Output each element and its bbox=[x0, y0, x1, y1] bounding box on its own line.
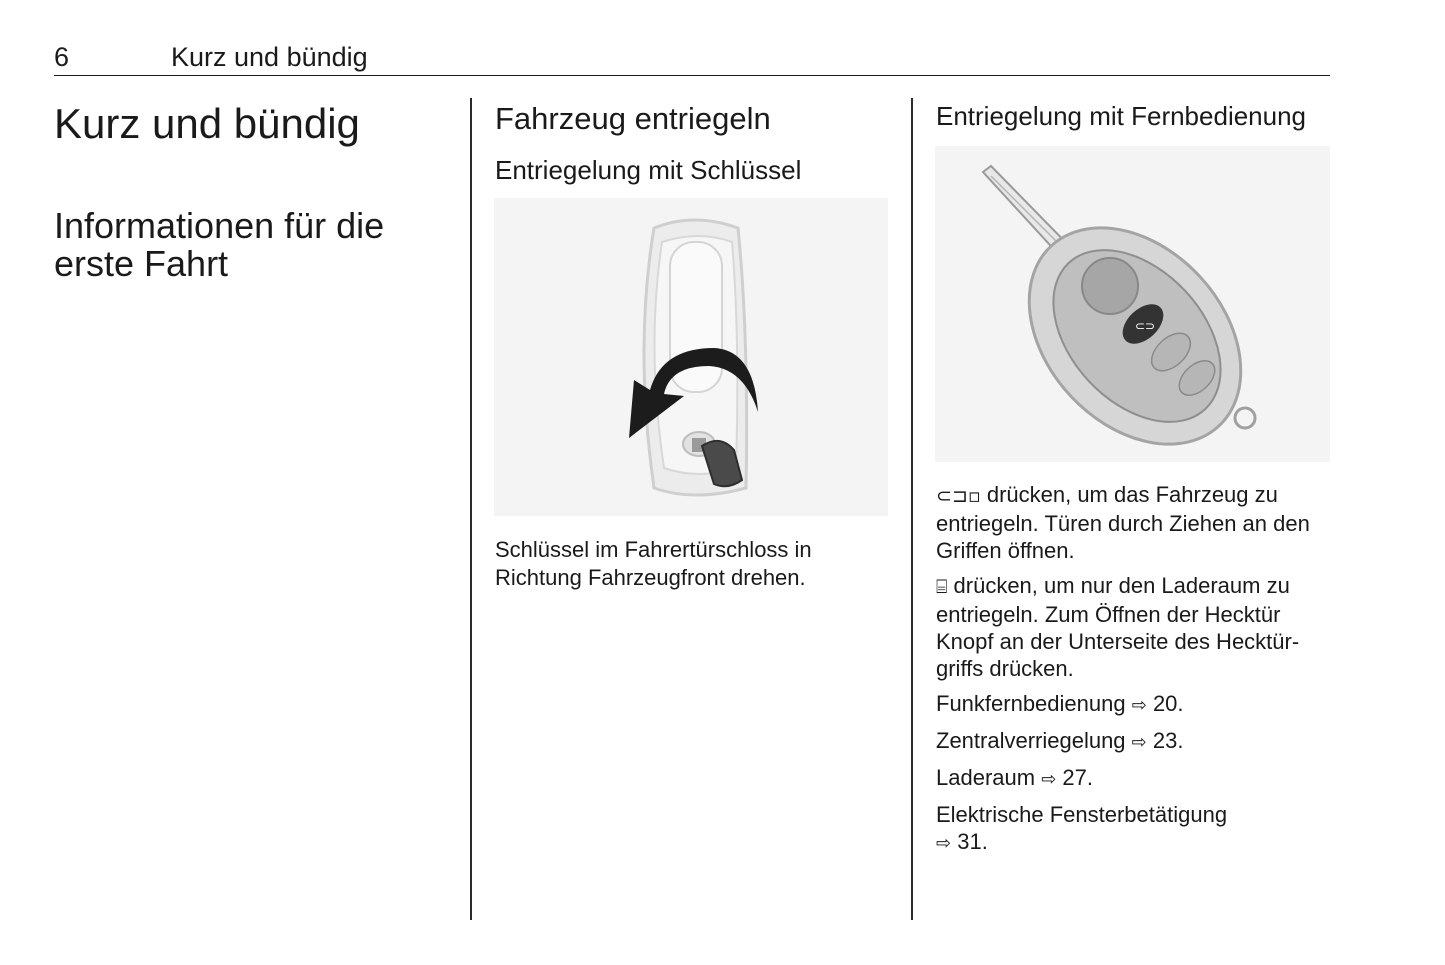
unlock-button-icon: ⊂⊐▫ bbox=[936, 485, 981, 507]
unlock-cargo-text: drücken, um nur den Laderaum zu entriegeln. Zum Öffnen der Hecktür Knopf an der Unterseite des Hecktürgriffs drücken. bbox=[936, 573, 1300, 681]
chapter-title: Kurz und bündig bbox=[54, 100, 360, 147]
unlock-cargo-paragraph bbox=[936, 572, 1336, 682]
xref-label: Funkfernbedienung bbox=[936, 691, 1126, 716]
remote-key-illustration bbox=[935, 146, 1330, 462]
xref-label: Zentralverriegelung bbox=[936, 728, 1126, 753]
svg-text:⊂⊃: ⊂⊃ bbox=[1135, 319, 1156, 333]
running-header-title: Kurz und bündig bbox=[171, 42, 368, 72]
xref-laderaum[interactable] bbox=[936, 764, 1336, 793]
page-ref-arrow-icon: ⇨ bbox=[1041, 769, 1057, 790]
subheading-key-unlock: Entriegelung mit Schlüssel bbox=[495, 155, 802, 185]
page-ref-arrow-icon: ⇨ bbox=[936, 833, 952, 854]
xref-fensterbetaetigung[interactable] bbox=[936, 801, 1336, 857]
xref-page: 31. bbox=[957, 829, 988, 854]
page-number: 6 bbox=[54, 42, 70, 72]
header-rule bbox=[54, 75, 1330, 76]
cargo-unlock-icon: ⌸ bbox=[936, 576, 948, 598]
door-handle-key-illustration bbox=[494, 198, 888, 516]
unlock-all-paragraph bbox=[936, 481, 1336, 564]
page-ref-arrow-icon: ⇨ bbox=[1131, 732, 1147, 753]
remote-instructions bbox=[936, 481, 1336, 865]
xref-funkfernbedienung[interactable] bbox=[936, 690, 1336, 719]
column-divider-2 bbox=[911, 98, 913, 920]
page-ref-arrow-icon: ⇨ bbox=[1131, 695, 1147, 716]
heading-remote-unlock: Entriegelung mit Fernbedienung bbox=[936, 101, 1307, 131]
xref-label: Laderaum bbox=[936, 765, 1036, 790]
key-unlock-instruction: Schlüssel im Fahrertürschloss in Richtung Fahrzeugfront drehen. bbox=[495, 537, 812, 590]
xref-label: Elektrische Fensterbetätigung bbox=[936, 802, 1228, 827]
unlock-all-text: drücken, um das Fahrzeug zu entriegeln. Türen durch Ziehen an den Griffen öffnen. bbox=[936, 482, 1310, 563]
xref-zentralverriegelung[interactable] bbox=[936, 727, 1336, 756]
heading-unlock-vehicle: Fahrzeug entriegeln bbox=[495, 101, 771, 136]
xref-page: 27. bbox=[1062, 765, 1094, 790]
xref-page: 23. bbox=[1152, 728, 1184, 753]
xref-page: 20. bbox=[1152, 691, 1184, 716]
column-divider-1 bbox=[470, 98, 472, 920]
section-title: Informationen für die erste Fahrt bbox=[54, 205, 385, 284]
